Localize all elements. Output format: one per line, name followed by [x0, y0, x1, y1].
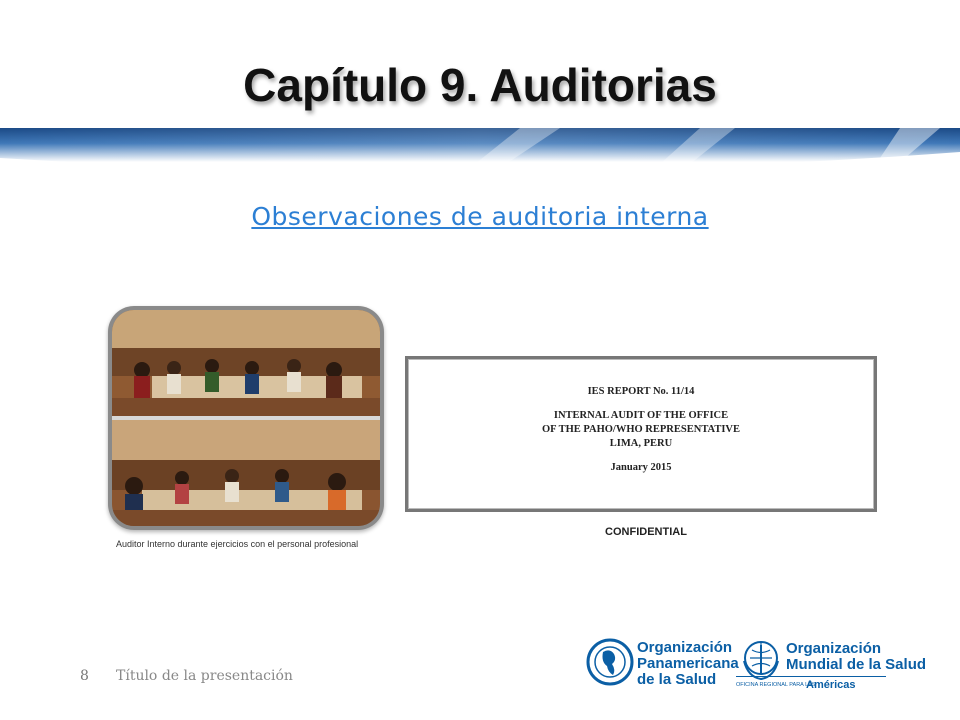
audit-photo [108, 306, 384, 530]
report-number: IES REPORT No. 11/14 [587, 386, 695, 397]
oms-name-line1: Organización [786, 640, 882, 657]
oms-region-name: Américas [806, 679, 856, 691]
ops-name-line2: Panamericana [637, 655, 739, 672]
oms-region-prefix: OFICINA REGIONAL PARA LAS [736, 682, 816, 688]
subtitle-link[interactable]: Observaciones de auditoria interna [251, 202, 709, 231]
meeting-photo-illustration [112, 310, 380, 526]
ops-name-line3: de la Salud [637, 671, 717, 688]
confidential-label: CONFIDENTIAL [605, 526, 687, 538]
photo-caption: Auditor Interno durante ejercicios con el personal profesional [116, 539, 359, 549]
oms-name-line2: Mundial de la Salud [786, 656, 927, 673]
header-band [0, 128, 960, 188]
audit-report-cover [405, 356, 877, 512]
ops-name-line1: Organización [637, 639, 733, 656]
slide-title: Capítulo 9. Auditorias [243, 59, 717, 111]
report-line-representative: OF THE PAHO/WHO REPRESENTATIVE [541, 424, 741, 435]
report-line-office: INTERNAL AUDIT OF THE OFFICE [553, 410, 729, 421]
report-date: January 2015 [610, 462, 672, 473]
ops-emblem-icon [586, 638, 634, 686]
slide-number: 8 [80, 668, 89, 684]
presentation-title: Título de la presentación [116, 668, 293, 684]
report-line-location: LIMA, PERU [609, 438, 673, 449]
